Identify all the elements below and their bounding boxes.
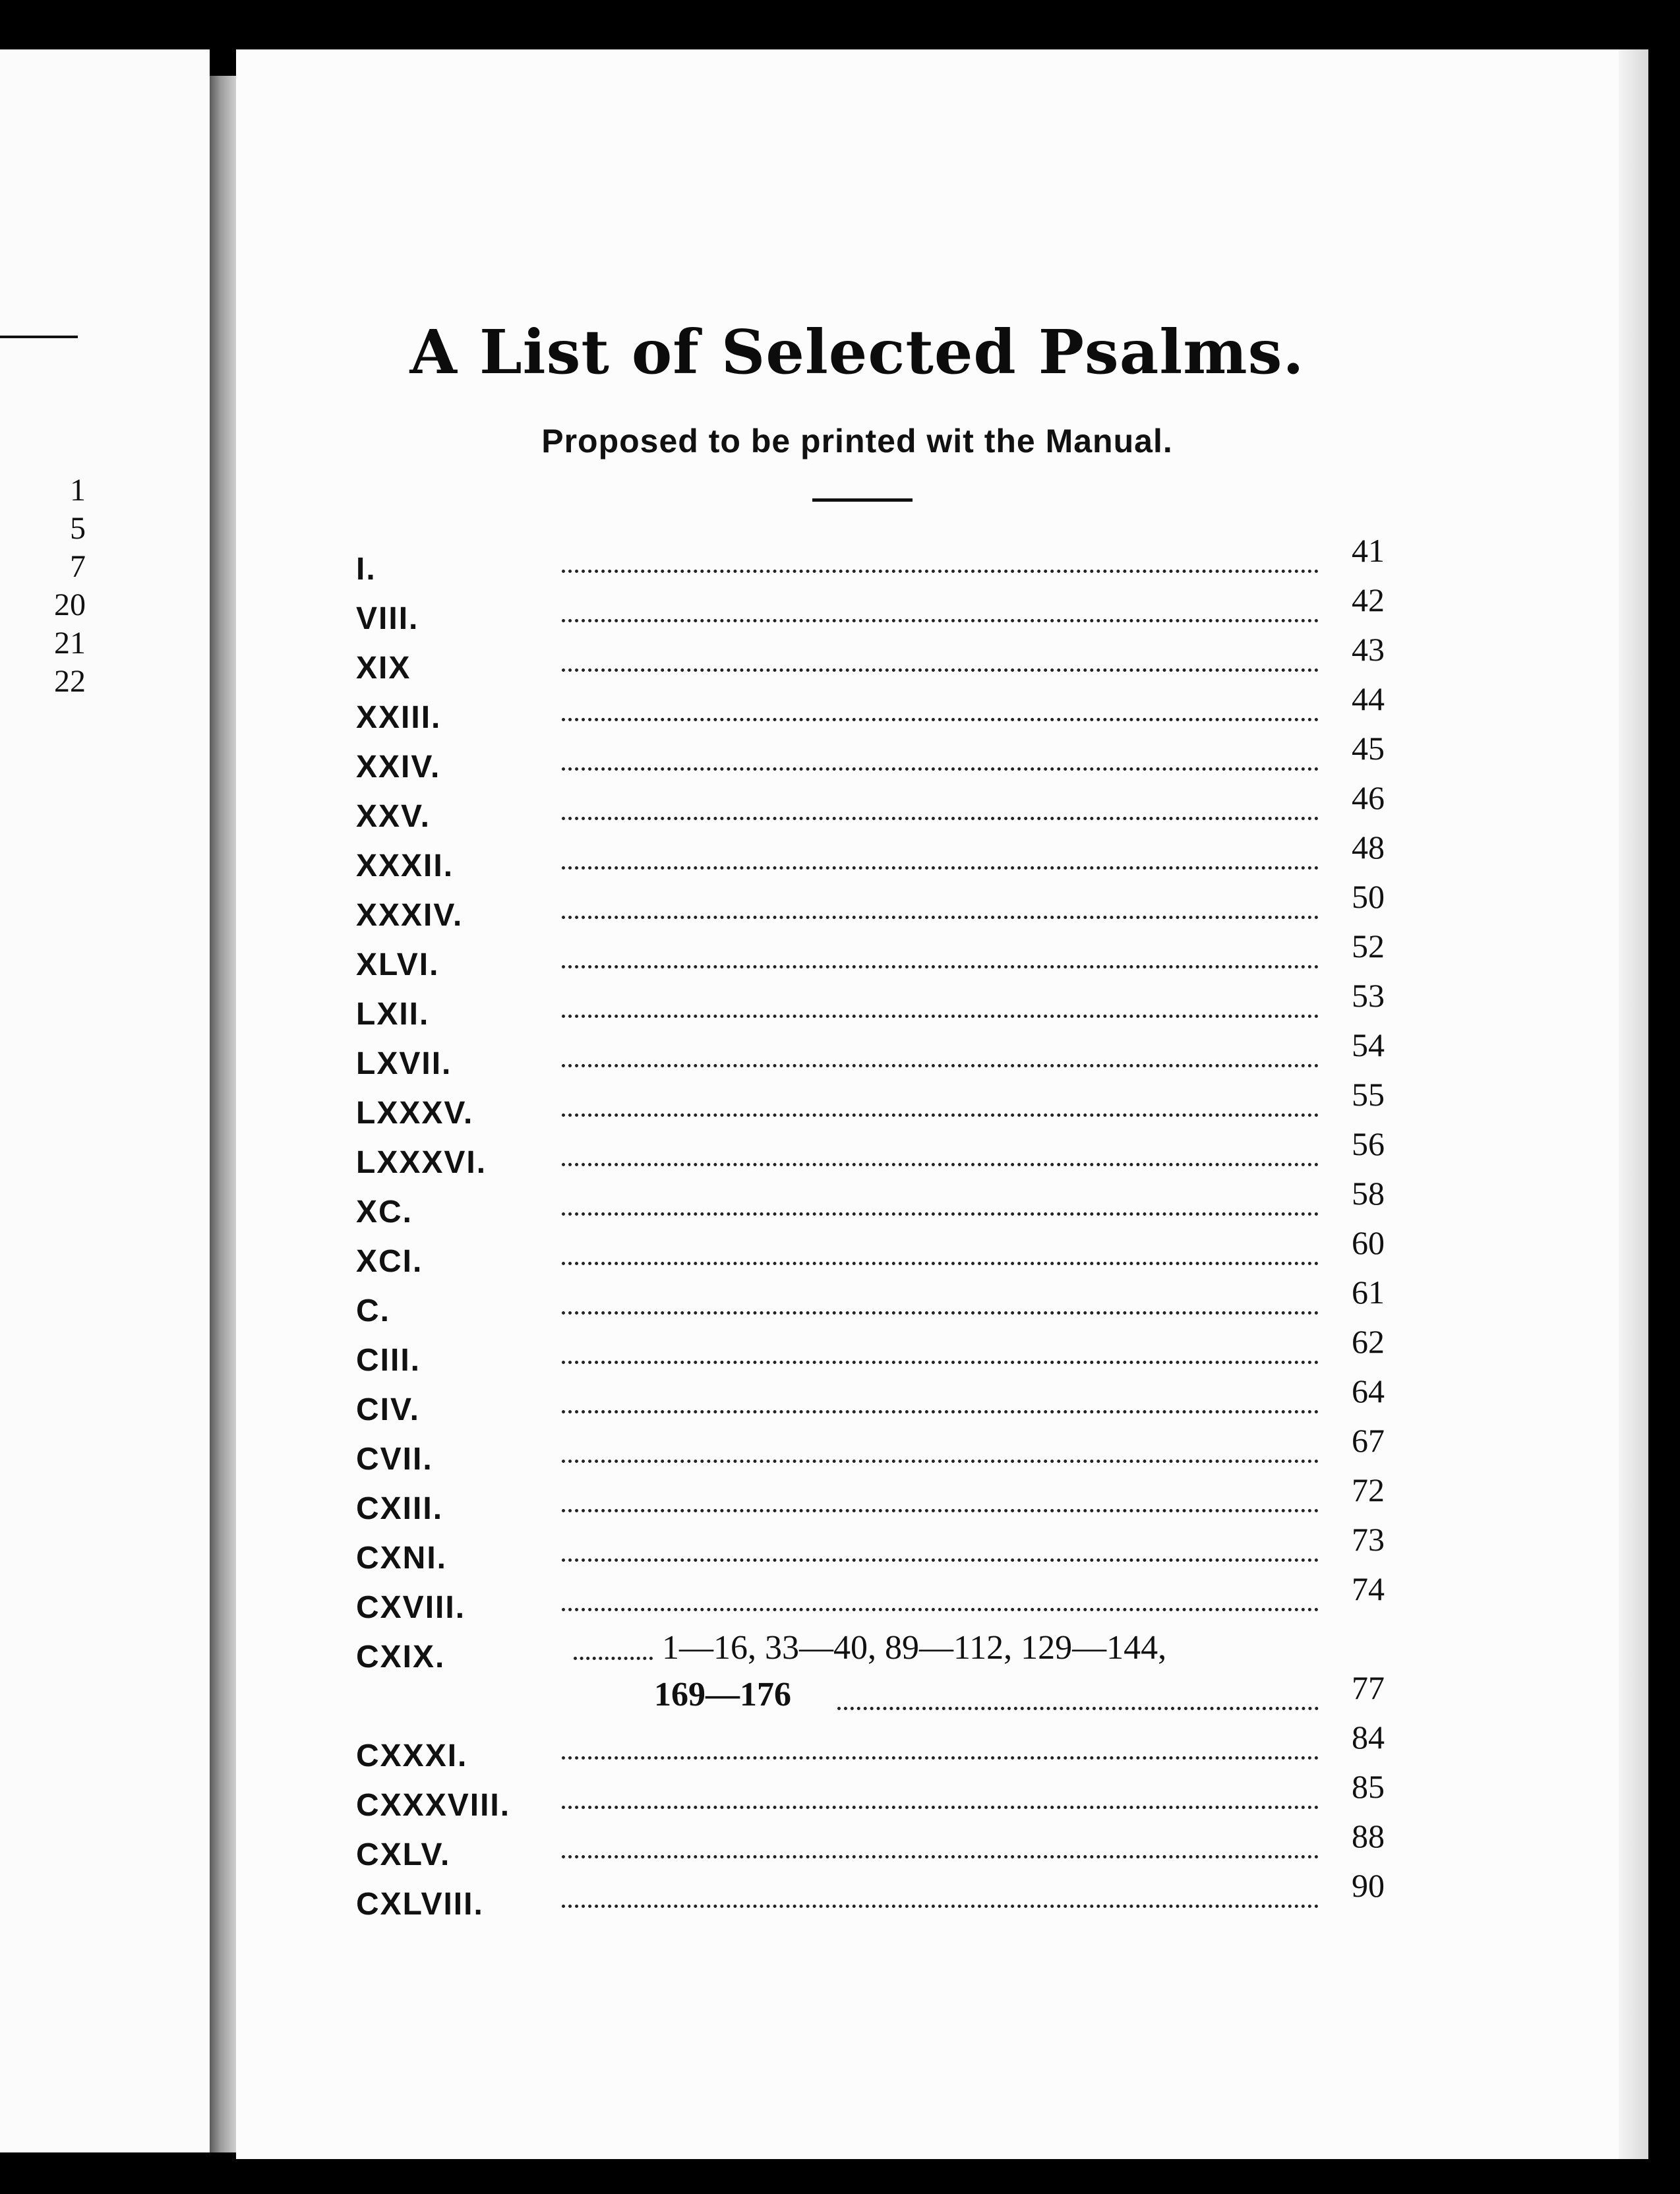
dot-leader [562,543,1319,573]
dot-leader [562,1730,1319,1760]
psalm-numeral: CIV. [356,1392,420,1427]
psalm-list-item [356,1719,1398,1773]
psalm-list-item [356,1471,1398,1526]
psalm-page-number: 67 [1352,1422,1385,1459]
psalm-list-item [356,1422,1398,1477]
psalm-page-number: 73 [1352,1521,1385,1558]
dot-leader [562,889,1319,919]
left-page-number: 20 [54,587,86,622]
psalm-page-number: 74 [1352,1570,1385,1607]
left-page-number: 21 [54,626,86,661]
psalm-list-item [356,829,1398,883]
dot-leader [562,1433,1319,1463]
psalm-page-number: 62 [1352,1323,1385,1360]
psalm-page-number: 61 [1352,1274,1385,1311]
psalm-page-number: 42 [1352,581,1385,618]
psalm-page-number: 53 [1352,977,1385,1014]
psalm-numeral: XC. [356,1195,413,1230]
psalm-numeral: XLVI. [356,947,440,982]
dot-leader [562,1285,1319,1315]
psalm-numeral: XXV. [356,799,431,834]
dot-leader [562,642,1319,672]
psalm-list-item [356,878,1398,933]
title-rule [812,498,913,502]
psalm-numeral: XXIV. [356,750,441,785]
book-gutter [210,76,236,2152]
psalm-numeral: XXIII. [356,700,442,735]
psalm-list-item [356,1323,1398,1378]
psalm-numeral: I. [356,552,376,587]
psalm-numeral: XXXII. [356,848,454,883]
psalm-numeral: CXLV. [356,1837,451,1872]
psalm-list-item [356,1867,1398,1922]
left-page-number: 5 [70,511,86,546]
psalm-numeral: XIX [356,651,411,686]
psalm-numeral: CVII. [356,1442,433,1477]
psalm-verse-ranges [574,1628,1332,1667]
psalm-numeral: CIII. [356,1343,421,1378]
psalm-numeral: VIII. [356,601,419,636]
psalm-page-number: 52 [1352,928,1385,964]
psalm-page-number: 84 [1352,1719,1385,1756]
psalm-list-item [356,977,1398,1032]
psalm-page-number: 72 [1352,1471,1385,1508]
psalm-page-number: 60 [1352,1224,1385,1261]
left-page-number: 1 [70,473,86,508]
psalm-list-item [356,1768,1398,1823]
psalm-list-item [356,532,1398,587]
psalm-page-number: 55 [1352,1076,1385,1113]
dot-leader [562,692,1319,721]
dot-leader [562,1087,1319,1117]
dot-leader [562,1334,1319,1364]
psalm-numeral: CXXXI. [356,1738,468,1773]
dot-leader [562,1235,1319,1265]
dot-leader [562,939,1319,968]
left-page-rule [0,336,78,338]
psalm-page-number: 43 [1352,631,1385,668]
psalm-list-item [356,1125,1398,1180]
psalm-page-number: 90 [1352,1867,1385,1904]
psalm-page-number: 77 [1352,1669,1385,1706]
bleed-through-running-head [514,206,1371,245]
dot-leader [562,1878,1319,1908]
psalm-page-number: 41 [1352,532,1385,569]
psalm-list-item-continued [356,1669,1398,1722]
psalm-numeral: LXVII. [356,1046,452,1081]
dot-leader [562,1186,1319,1216]
psalm-page-number: 48 [1352,829,1385,866]
psalm-list-item [356,631,1398,686]
psalm-page-number: 50 [1352,878,1385,915]
psalm-page-number: 54 [1352,1026,1385,1063]
psalm-page-number: 44 [1352,680,1385,717]
psalm-list-item [356,1224,1398,1279]
page-subtitle: Proposed to be printed wit the Manual. [541,423,1173,460]
psalm-list-item [356,1026,1398,1081]
psalm-numeral: LXII. [356,997,430,1032]
psalm-numeral: LXXXVI. [356,1145,487,1180]
psalm-numeral: CXIII. [356,1491,444,1526]
psalm-numeral: CXIX. [356,1640,446,1675]
psalm-page-number: 64 [1352,1373,1385,1409]
left-page-number: 7 [70,549,86,584]
left-page-number: 22 [54,664,86,699]
psalm-list-item [356,779,1398,834]
dot-leader [562,1829,1319,1858]
psalm-numeral: CXNI. [356,1541,448,1576]
psalm-numeral: C. [356,1293,390,1328]
psalm-list [356,532,1398,1922]
dot-leader [562,790,1319,820]
dot-leader [562,1532,1319,1562]
psalm-list-item [356,581,1398,636]
psalm-page-number: 56 [1352,1125,1385,1162]
dot-leader [562,1779,1319,1809]
psalm-page-number: 45 [1352,730,1385,767]
psalm-numeral: CXLVIII. [356,1887,484,1922]
psalm-list-item [356,1373,1398,1427]
page-edge-shadow [1619,49,1648,2159]
dot-leader [562,1483,1319,1512]
psalm-numeral: CXXXVIII. [356,1788,511,1823]
left-facing-page [0,49,210,2152]
psalm-list-item [356,1818,1398,1872]
psalm-page-number: 46 [1352,779,1385,816]
dot-leader [562,988,1319,1018]
psalm-verse-text: 1—16, 33—40, 89—112, 129—144, [662,1629,1167,1667]
psalm-list-item [356,1521,1398,1576]
psalm-list-item [356,1175,1398,1230]
page-title: A List of Selected Psalms. [409,316,1305,388]
psalm-list-item [356,1623,1398,1673]
dot-leader [562,840,1319,870]
dot-leader [837,1680,1319,1710]
psalm-page-number: 85 [1352,1768,1385,1805]
psalm-list-item [356,1570,1398,1625]
psalm-list-item [356,928,1398,982]
psalm-page-number: 88 [1352,1818,1385,1854]
dot-leader [562,1582,1319,1611]
dot-leader [562,1137,1319,1166]
dot-leader [562,741,1319,771]
dot-leader [562,1038,1319,1067]
psalm-numeral: CXVIII. [356,1590,466,1625]
left-page-number-column [0,471,86,701]
psalm-page-number: 58 [1352,1175,1385,1212]
psalm-list-item [356,680,1398,735]
dot-leader [562,593,1319,622]
psalm-list-item [356,1274,1398,1328]
psalm-list-item [356,1076,1398,1131]
dot-leader [574,1642,653,1660]
psalm-verse-text: 169—176 [654,1675,795,1714]
psalm-list-item [356,730,1398,785]
psalm-numeral: XXXIV. [356,898,464,933]
dot-leader [562,1384,1319,1413]
psalm-numeral: XCI. [356,1244,423,1279]
psalm-numeral: LXXXV. [356,1096,474,1131]
